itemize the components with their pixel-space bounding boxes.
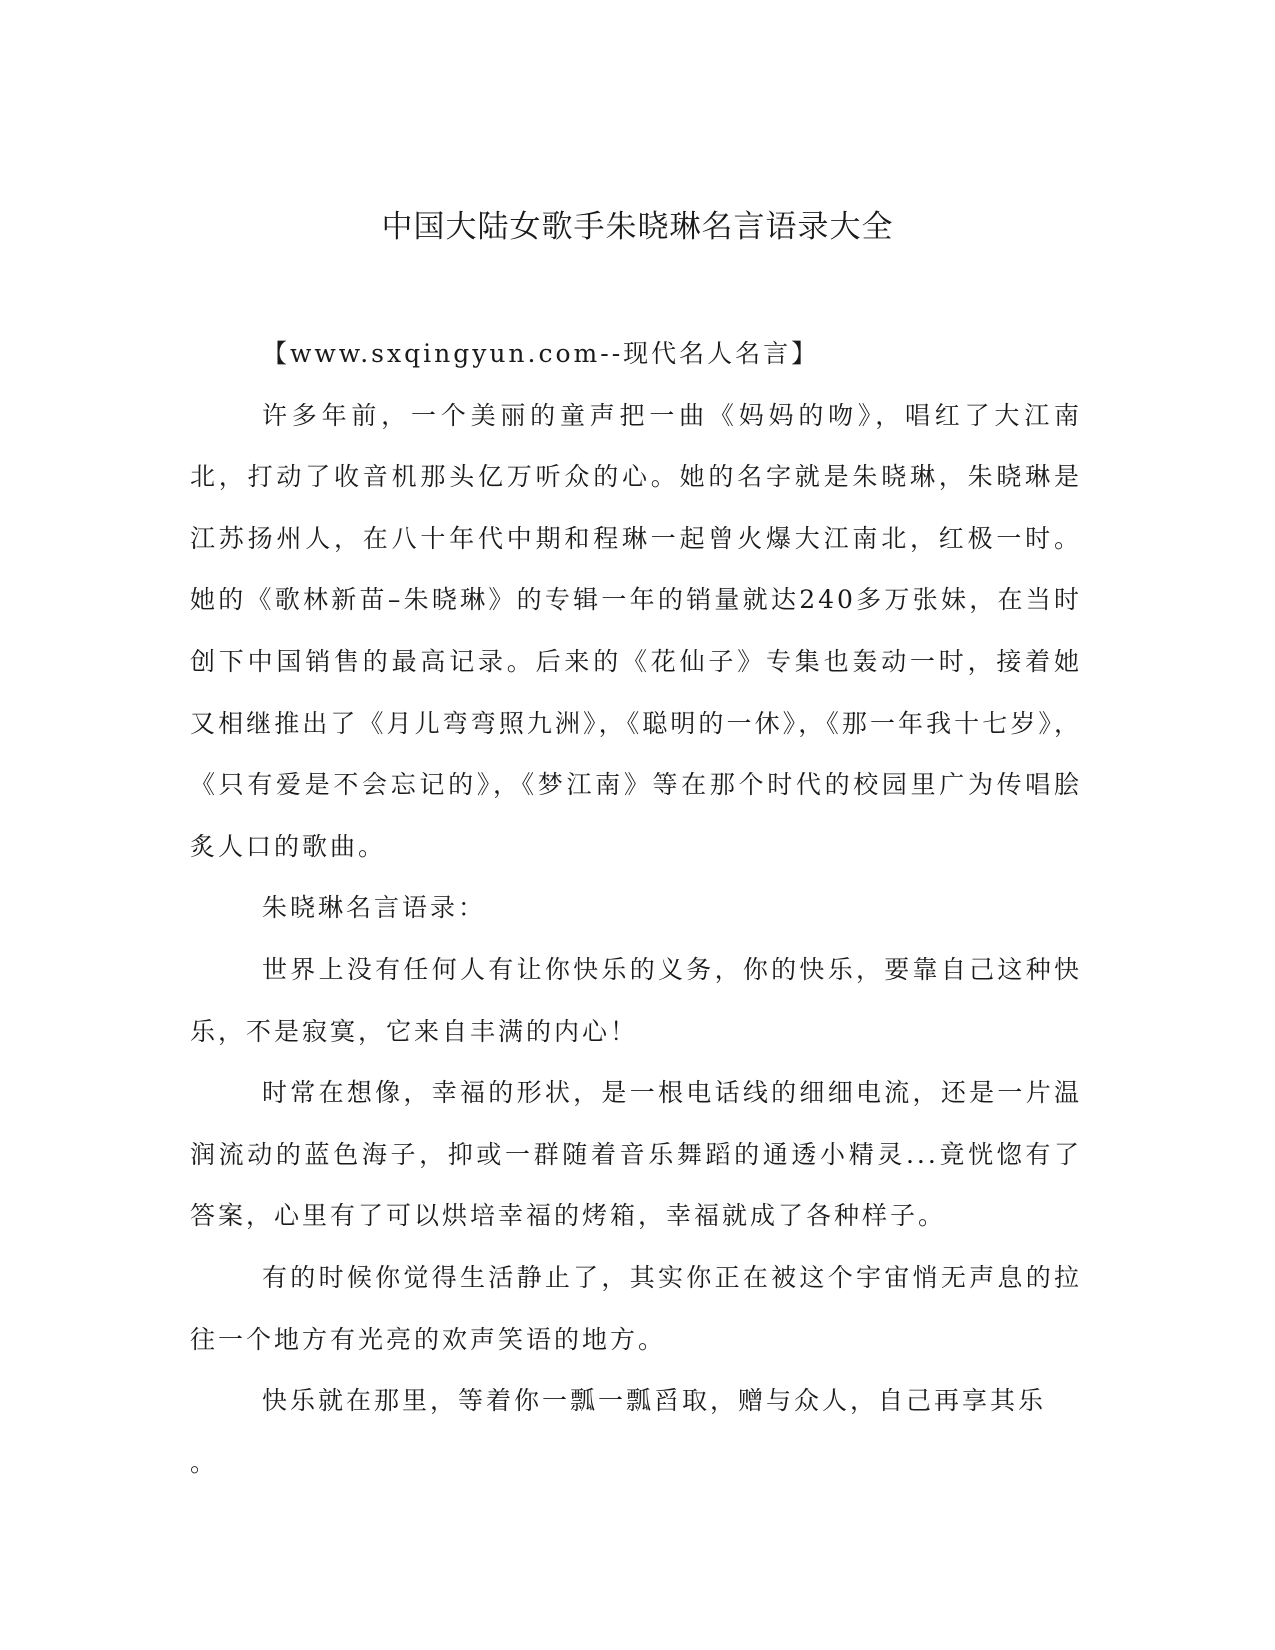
intro-paragraph: 许多年前，一个美丽的童声把一曲《妈妈的吻》，唱红了大江南北，打动了收音机那头亿万听众的心。她的名字就是朱晓琳，朱晓琳是江苏扬州人，在八十年代中期和程琳一起曾火爆大江南北，红极一时。她的《歌林新苗–朱晓琳》的专辑一年的销量就达240多万张妹，在当时创下中国销售的最高记录。后来的《花仙子》专集也轰动一时，接着她又相继推出了《月儿弯弯照九洲》，《聪明的一休》，《那一年我十七岁》，《只有爱是不会忘记的》，《梦江南》等在那个时代的校园里广为传唱脍炙人口的歌曲。: [190, 400, 1082, 861]
quote-paragraph: 有的时候你觉得生活静止了，其实你正在被这个宇宙悄无声息的拉往一个地方有光亮的欢声笑语的地方。: [190, 1262, 1082, 1354]
quote-paragraph-end: 。: [190, 1447, 219, 1477]
document-body: [190, 323, 1082, 1493]
quote-paragraph: 快乐就在那里，等着你一瓢一瓢舀取，赠与众人，自己再享其乐: [262, 1386, 1047, 1416]
source-line: 【www.sxqingyun.com--现代名人名言】: [262, 339, 820, 368]
quote-paragraph: 时常在想像，幸福的形状，是一根电话线的细细电流，还是一片温润流动的蓝色海子，抑或一群随着音乐舞蹈的通透小精灵...竟恍惚有了答案，心里有了可以烘培幸福的烤箱，幸福就成了各种样子。: [190, 1078, 1082, 1231]
quote-paragraph: 世界上没有任何人有让你快乐的义务，你的快乐，要靠自己这种快乐，不是寂寞，它来自丰满的内心！: [190, 954, 1082, 1046]
document-title: 中国大陆女歌手朱晓琳名言语录大全: [381, 209, 894, 245]
quotes-heading: 朱晓琳名言语录：: [262, 893, 487, 923]
